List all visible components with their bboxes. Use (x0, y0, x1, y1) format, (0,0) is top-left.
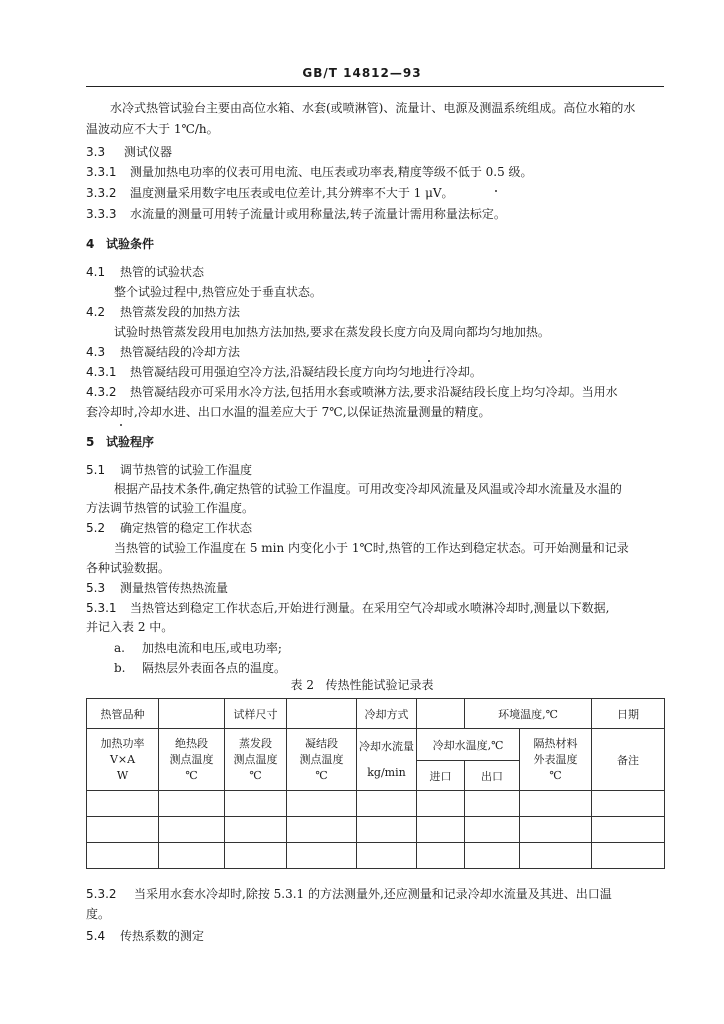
paragraph-line: 各种试验数据。 (86, 561, 171, 575)
section-number: 3.3 (86, 145, 106, 159)
ambient-temp-label: 环境温度,℃ (465, 699, 592, 729)
list-text: 加热电流和电压,或电功率; (142, 641, 282, 655)
list-item-a (114, 640, 282, 656)
pipe-type-label: 热管品种 (87, 699, 159, 729)
header-unit: ℃ (185, 768, 198, 782)
table-caption (0, 676, 724, 693)
section-4-1-heading (86, 264, 204, 280)
clause-number: 5.3.1 (86, 601, 117, 615)
col-outlet: 出口 (465, 761, 520, 791)
clause-number: 3.3.1 (86, 165, 117, 179)
header-unit: W (116, 768, 129, 782)
paragraph-line: 套冷却时,冷却水进、出口水温的温差应大于 7℃,以保证热流量测量的精度。 (86, 405, 491, 419)
header-unit: kg/min (367, 765, 406, 779)
section-5-2-heading (86, 520, 252, 536)
paragraph-line: 当热管的试验工作温度在 5 min 内变化小于 1℃时,热管的工作达到稳定状态。可开始测量和记录 (114, 541, 629, 555)
clause-text: 热管凝结段亦可采用水冷方法,包括用水套或喷淋方法,要求沿凝结段长度上均匀冷却。当用水 (130, 385, 618, 399)
clause-number: 4.3.2 (86, 385, 117, 399)
col-inlet: 进口 (417, 761, 465, 791)
clause-text: 当采用水套水冷却时,除按 5.3.1 的方法测量外,还应测量和记录冷却水流量及其进、出口温 (134, 887, 612, 901)
section-number: 4 (86, 237, 95, 251)
section-title: 测试仪器 (124, 145, 173, 159)
header-unit: ℃ (249, 768, 262, 782)
paragraph-line: 方法调节热管的试验工作温度。 (86, 501, 255, 515)
clause-3-3-1 (86, 164, 533, 180)
section-4-2-heading (86, 304, 240, 320)
table-row (87, 817, 665, 843)
heat-transfer-record-table (86, 698, 665, 869)
col-remarks: 备注 (592, 729, 665, 791)
section-title: 热管的试验状态 (120, 265, 205, 279)
table-info-row (87, 699, 665, 729)
table-header-row (87, 729, 665, 761)
clause-4-3-1 (86, 364, 482, 380)
header-text: 冷却水流量 (359, 739, 414, 753)
header-text: 蒸发段 (239, 736, 272, 750)
section-title: 传热系数的测定 (120, 929, 205, 943)
section-5-heading (86, 434, 154, 450)
col-heating-power (87, 729, 159, 791)
section-4-heading (86, 236, 154, 252)
header-unit: ℃ (315, 768, 328, 782)
section-number: 4.1 (86, 265, 106, 279)
section-number: 5 (86, 435, 95, 449)
header-unit: ℃ (549, 768, 562, 782)
cooling-method-label: 冷却方式 (357, 699, 417, 729)
table-title: 传热性能试验记录表 (325, 678, 434, 692)
table-row (87, 791, 665, 817)
clause-4-3-2 (86, 384, 618, 400)
paragraph-line: 温波动应不大于 1℃/h。 (86, 122, 219, 136)
paragraph-line: 并记入表 2 中。 (86, 620, 174, 634)
clause-3-3-2 (86, 185, 454, 201)
table-row (87, 843, 665, 869)
list-text: 隔热层外表面各点的温度。 (142, 661, 287, 675)
section-5-3-heading (86, 580, 228, 596)
clause-number: 3.3.2 (86, 186, 117, 200)
header-text: 隔热材料 (533, 736, 578, 750)
pipe-type-value (159, 699, 225, 729)
header-text: V×A (109, 752, 136, 766)
section-5-1-heading (86, 462, 252, 478)
scan-speck (495, 190, 497, 192)
paragraph-line: 水冷式热管试验台主要由高位水箱、水套(或喷淋管)、流量计、电源及测温系统组成。高位水箱的水 (110, 101, 636, 115)
header-text: 测点温度 (169, 752, 214, 766)
section-title: 热管蒸发段的加热方法 (120, 305, 241, 319)
clause-5-3-2 (86, 886, 612, 902)
section-title: 试验程序 (106, 435, 155, 449)
section-number: 5.4 (86, 929, 106, 943)
section-number: 4.3 (86, 345, 106, 359)
clause-text: 温度测量采用数字电压表或电位差计,其分辨率不大于 1 μV。 (130, 186, 454, 200)
section-5-4-heading (86, 928, 204, 944)
clause-3-3-3 (86, 206, 506, 222)
scan-speck (120, 424, 122, 426)
header-text: 凝结段 (305, 736, 338, 750)
standard-code-header: GB/T 14812—93 (302, 66, 422, 80)
sample-size-label: 试样尺寸 (225, 699, 287, 729)
clause-text: 测量加热电功率的仪表可用电流、电压表或功率表,精度等级不低于 0.5 级。 (130, 165, 533, 179)
header-text: 外表温度 (533, 752, 578, 766)
sample-size-value (287, 699, 357, 729)
date-label: 日期 (592, 699, 665, 729)
list-item-b (114, 660, 286, 676)
paragraph-line: 度。 (86, 907, 111, 921)
section-title: 试验条件 (106, 237, 155, 251)
clause-number: 4.3.1 (86, 365, 117, 379)
header-text: 加热功率 (100, 736, 145, 750)
paragraph-line: 试验时热管蒸发段用电加热方法加热,要求在蒸发段长度方向及周向都均匀地加热。 (114, 325, 550, 339)
section-title: 测量热管传热热流量 (120, 581, 229, 595)
col-adiabatic-temp (159, 729, 225, 791)
header-rule (86, 86, 664, 87)
section-3-3-heading (86, 144, 172, 160)
section-number: 5.2 (86, 521, 106, 535)
clause-number: 5.3.2 (86, 887, 117, 901)
col-cooling-water-flow (357, 729, 417, 791)
list-marker: a. (114, 641, 125, 655)
scan-speck (428, 360, 430, 362)
cooling-method-value (417, 699, 465, 729)
section-number: 5.3 (86, 581, 106, 595)
section-title: 确定热管的稳定工作状态 (120, 521, 253, 535)
list-marker: b. (114, 661, 126, 675)
col-cooling-water-temp: 冷却水温度,℃ (417, 729, 520, 761)
col-insulation-surface-temp (520, 729, 592, 791)
clause-number: 3.3.3 (86, 207, 117, 221)
clause-text: 热管凝结段可用强迫空冷方法,沿凝结段长度方向均匀地进行冷却。 (130, 365, 482, 379)
table-number: 表 2 (290, 678, 314, 692)
clause-5-3-1 (86, 600, 609, 616)
header-text: 测点温度 (233, 752, 278, 766)
clause-text: 当热管达到稳定工作状态后,开始进行测量。在采用空气冷却或水喷淋冷却时,测量以下数据, (130, 601, 610, 615)
col-evaporator-temp (225, 729, 287, 791)
section-4-3-heading (86, 344, 240, 360)
col-condenser-temp (287, 729, 357, 791)
clause-text: 水流量的测量可用转子流量计或用称量法,转子流量计需用称量法标定。 (130, 207, 506, 221)
paragraph-line: 整个试验过程中,热管应处于垂直状态。 (114, 285, 322, 299)
header-text: 绝热段 (175, 736, 208, 750)
section-number: 5.1 (86, 463, 106, 477)
section-title: 热管凝结段的冷却方法 (120, 345, 241, 359)
section-title: 调节热管的试验工作温度 (120, 463, 253, 477)
section-number: 4.2 (86, 305, 106, 319)
header-text: 测点温度 (299, 752, 344, 766)
paragraph-line: 根据产品技术条件,确定热管的试验工作温度。可用改变冷却风流量及风温或冷却水流量及水温的 (114, 482, 622, 496)
